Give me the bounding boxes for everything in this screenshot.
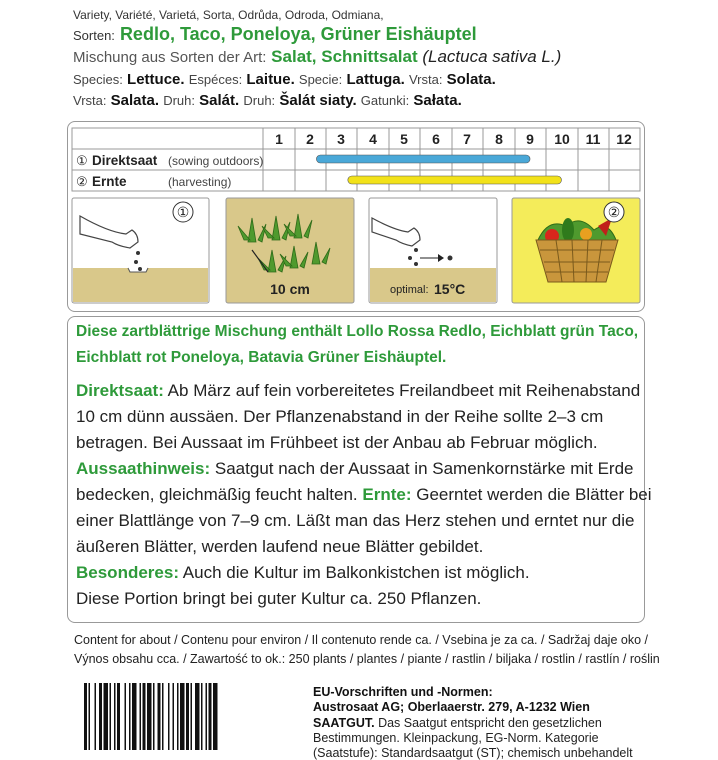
sorten-label: Sorten:: [73, 28, 115, 43]
barcode-bar: [99, 683, 102, 750]
direktsaat-line-3: betragen. Bei Aussaat im Frühbeet ist der Anbau ab Februar möglich.: [76, 433, 598, 452]
barcode-bar: [117, 683, 120, 750]
species-value-pl: Sałata.: [413, 92, 462, 109]
species-line: [73, 71, 496, 88]
saatgut-label: SAATGUT.: [313, 716, 375, 730]
ernte-line-4: äußeren Blätter, werden laufend neue Blätter gebildet.: [76, 537, 484, 556]
mischung-line: [73, 47, 561, 67]
species-label-it: Specie:: [298, 72, 343, 87]
barcode-bar: [195, 683, 200, 750]
temperature-prefix: optimal:: [390, 284, 429, 296]
calendar-graphic: [68, 122, 644, 311]
eu-title-text: EU-Vorschriften und -Normen:: [313, 685, 493, 699]
barcode-bar: [89, 683, 91, 750]
eu-saatgut-2: Bestimmungen. Kleinpackung, EG-Norm. Kategorie: [313, 731, 599, 745]
row-symbol-sow: ①: [76, 153, 88, 168]
barcode-bar: [153, 683, 155, 750]
species-label-pl: Gatunki:: [360, 93, 410, 108]
row-symbol-harvest: ②: [76, 174, 88, 189]
species-label-fr: Espéces:: [188, 72, 243, 87]
intro-line-2: Eichblatt rot Poneloya, Batavia Grüner Eishäuptel.: [76, 349, 447, 366]
spacing-caption: 10 cm: [270, 281, 310, 297]
temperature-value: 15°C: [434, 281, 466, 297]
species-label-en: Species:: [73, 72, 123, 87]
panel-temperature: [369, 198, 497, 303]
portion-line: Diese Portion bringt bei guter Kultur ca. 250 Pflanzen.: [76, 589, 482, 608]
species-value-fr: Laitue.: [246, 71, 295, 88]
basket-icon: [536, 218, 618, 282]
ernte-line-3: einer Blattlänge von 7–9 cm. Läßt man das Herz stehen und erntet nur die: [76, 511, 635, 530]
month-label: 1: [275, 131, 283, 147]
sowing-period-bar: [316, 155, 530, 163]
species-line-2: [73, 92, 462, 109]
description-box: [67, 316, 652, 623]
barcode-bar: [125, 683, 127, 750]
direktsaat-line-1: [76, 381, 640, 401]
row-note-harvest: (harvesting): [168, 175, 232, 189]
month-label: 9: [526, 131, 534, 147]
sowing-calendar: [67, 121, 645, 312]
sorten-line: [73, 24, 477, 45]
ernte-text-1: Geerntet werden die Blätter bei: [416, 485, 652, 504]
mischung-value: Salat, Schnittsalat: [271, 47, 418, 66]
species-label-cz: Druh:: [163, 93, 195, 108]
barcode-bar: [180, 683, 185, 750]
barcode-bar: [158, 683, 161, 750]
barcode-bar: [186, 683, 189, 750]
row-name-harvest: Ernte: [92, 174, 127, 189]
barcode-bar: [206, 683, 208, 750]
month-label: 2: [306, 131, 314, 147]
aussaat-text-1: Saatgut nach der Aussaat in Samenkornstärke mit Erde: [214, 459, 634, 478]
besonderes-text: Auch die Kultur im Balkonkistchen ist möglich.: [182, 563, 530, 582]
barcode-bar: [191, 683, 193, 750]
variety-line: Variety, Variété, Varietá, Sorta, Odrůda, Odroda, Odmiana,: [73, 8, 384, 22]
barcode-bar: [201, 683, 203, 750]
direktsaat-label: Direktsaat:: [76, 381, 164, 400]
eu-title: [313, 685, 493, 699]
intro-line-1: Diese zartblättrige Mischung enthält Lollo Rossa Redlo, Eichblatt grün Taco,: [76, 323, 639, 340]
aussaat-line-2: [76, 485, 652, 505]
month-label: 12: [616, 131, 632, 147]
barcode-bar: [140, 683, 142, 750]
eu-company-text: Austrosaat AG; Oberlaaerstr. 279, A-1232 Wien: [313, 700, 590, 714]
panel-harvest: [512, 198, 640, 303]
barcode-bar: [147, 683, 152, 750]
barcode-bar: [143, 683, 146, 750]
row-name-sow: Direktsaat: [92, 153, 158, 168]
barcode-bar: [177, 683, 179, 750]
species-value-en: Lettuce.: [127, 71, 185, 88]
barcode-bar: [110, 683, 112, 750]
besonderes-line: [76, 563, 530, 583]
mischung-label: Mischung aus Sorten der Art:: [73, 49, 267, 66]
species-label-sk: Druh:: [243, 93, 276, 108]
panel-number-2: ②: [607, 204, 621, 220]
aussaat-text-2: bedecken, gleichmäßig feucht halten.: [76, 485, 358, 504]
barcode-bar: [132, 683, 137, 750]
eu-saatgut-1: [313, 716, 602, 730]
barcode-bar: [129, 683, 131, 750]
species-label-sl: Vrsta:: [408, 72, 443, 87]
direktsaat-line-2: 10 cm dünn aussäen. Der Pflanzenabstand in der Reihe sollte 2–3 cm: [76, 407, 604, 426]
barcode-bar: [84, 683, 87, 750]
month-label: 8: [495, 131, 503, 147]
sorten-value: Redlo, Taco, Poneloya, Grüner Eishäuptel: [119, 24, 477, 44]
panel-spacing: [226, 198, 354, 303]
direktsaat-text-1: Ab März auf fein vorbereitetes Freilandbeet mit Reihenabstand: [167, 381, 641, 400]
barcode-bar: [213, 683, 218, 750]
barcode: [82, 683, 282, 750]
eu-company: [313, 700, 590, 714]
barcode-bar: [95, 683, 97, 750]
harvest-period-bar: [348, 176, 562, 184]
barcode-bar: [209, 683, 212, 750]
ernte-label: Ernte:: [362, 485, 412, 504]
species-value-hr: Salata.: [110, 92, 160, 109]
species-value-sk: Šalát siaty.: [279, 92, 357, 109]
month-label: 3: [337, 131, 345, 147]
vynos-line: Výnos obsahu cca. / Zawartość to ok.: 250 plants / plantes / piante / rastlin / biljaka / rostlin / rastlín / roślin: [74, 652, 660, 666]
species-value-cz: Salát.: [199, 92, 240, 109]
latin-name: (Lactuca sativa L.): [422, 47, 562, 66]
panel-number-1: ①: [176, 204, 190, 220]
barcode-bar: [173, 683, 175, 750]
species-value-it: Lattuga.: [346, 71, 405, 88]
month-label: 11: [585, 131, 601, 147]
aussaat-line-1: [76, 459, 634, 479]
saatgut-text-1: Das Saatgut entspricht den gesetzlichen: [378, 716, 602, 730]
barcode-bar: [104, 683, 109, 750]
month-label: 4: [369, 131, 377, 147]
eu-saatgut-3: (Saatstufe): Standardsaatgut (ST); chemisch unbehandelt: [313, 746, 633, 760]
besonderes-label: Besonderes:: [76, 563, 179, 582]
species-label-hr: Vrsta:: [73, 93, 107, 108]
panel-sowing: [72, 198, 209, 303]
month-label: 10: [554, 131, 570, 147]
content-line: Content for about / Contenu pour environ / Il contenuto rende ca. / Vsebina je za ca. / Sadržaj daje oko /: [74, 633, 648, 647]
month-label: 7: [463, 131, 471, 147]
aussaat-label: Aussaathinweis:: [76, 459, 211, 478]
barcode-bar: [168, 683, 170, 750]
row-note-sow: (sowing outdoors): [168, 154, 264, 168]
species-value-sl: Solata.: [446, 71, 496, 88]
barcode-bar: [114, 683, 116, 750]
month-label: 5: [400, 131, 408, 147]
month-label: 6: [432, 131, 440, 147]
barcode-bar: [162, 683, 164, 750]
